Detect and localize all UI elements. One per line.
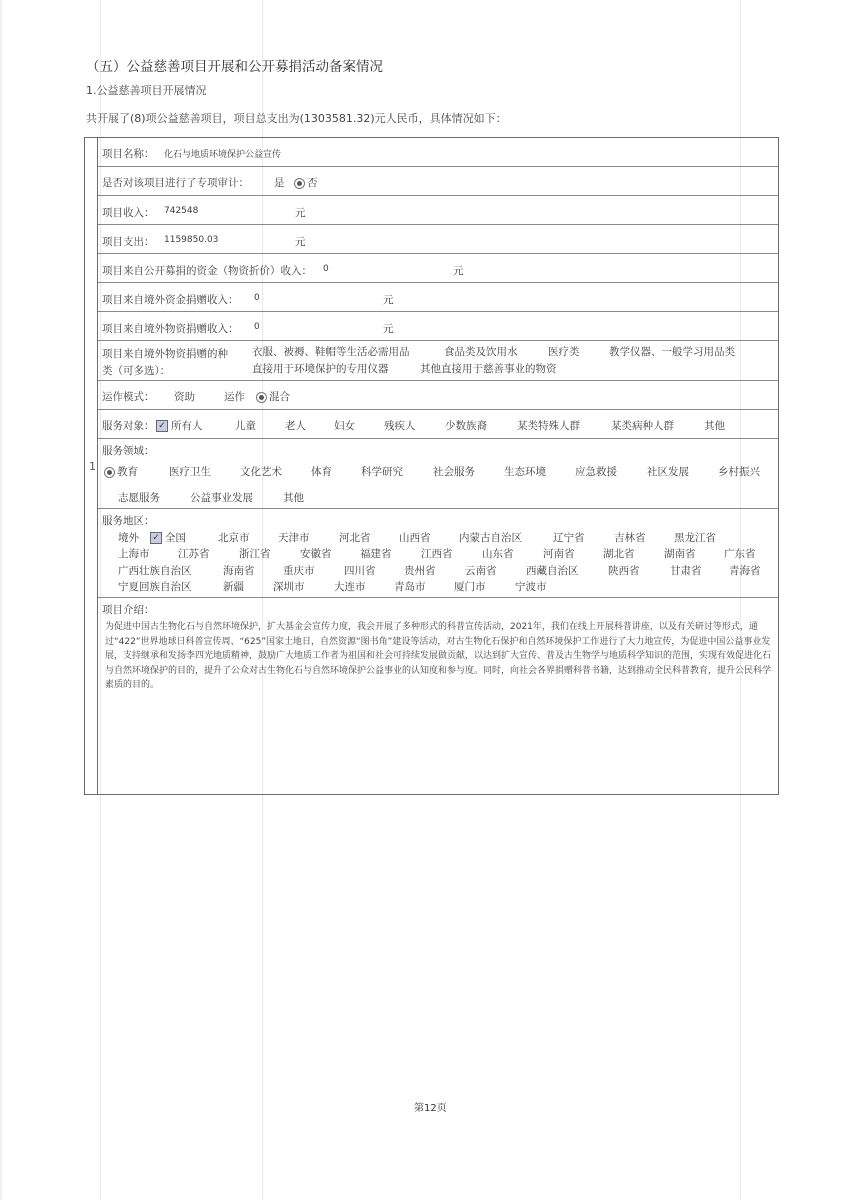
area-option[interactable]: 陕西省 bbox=[608, 565, 640, 577]
area-option[interactable]: 浙江省 bbox=[239, 548, 271, 560]
subsection-title: 1.公益慈善项目开展情况 bbox=[86, 84, 207, 97]
income-value: 742548 bbox=[164, 206, 199, 216]
goods-type-option[interactable]: 食品类及饮用水 bbox=[444, 346, 518, 358]
area-option[interactable]: 新疆 bbox=[223, 581, 244, 593]
target-option[interactable]: 某类病种人群 bbox=[611, 420, 674, 432]
foreign-fund-row bbox=[98, 283, 778, 312]
area-option[interactable]: 辽宁省 bbox=[553, 532, 585, 544]
target-option[interactable]: 妇女 bbox=[334, 420, 355, 432]
field-option[interactable]: 生态环境 bbox=[504, 466, 546, 478]
field-row bbox=[98, 439, 778, 509]
foreign-goods-label: 项目来自境外物资捐赠收入： bbox=[102, 323, 239, 335]
area-option[interactable]: 山东省 bbox=[482, 548, 514, 560]
area-option[interactable]: 宁夏回族自治区 bbox=[118, 581, 192, 593]
area-option[interactable]: 河北省 bbox=[339, 532, 371, 544]
target-option[interactable]: 少数族裔 bbox=[445, 420, 487, 432]
area-option[interactable]: 湖南省 bbox=[664, 548, 696, 560]
checkbox-checked-icon: ✓ bbox=[150, 532, 162, 544]
expense-value: 1159850.03 bbox=[164, 235, 219, 245]
mode-label: 运作模式： bbox=[102, 391, 155, 403]
intro-text: 共开展了(8)项公益慈善项目，项目总支出为(1303581.32)元人民币，具体情况如下： bbox=[86, 112, 507, 125]
field-option[interactable]: 医疗卫生 bbox=[169, 466, 211, 478]
area-option[interactable]: 安徽省 bbox=[300, 548, 332, 560]
field-option[interactable]: 社区发展 bbox=[647, 466, 689, 478]
income-unit: 元 bbox=[295, 207, 306, 219]
goods-type-label-2: 类（可多选）： bbox=[102, 365, 171, 377]
area-option[interactable]: 内蒙古自治区 bbox=[459, 532, 522, 544]
foreign-fund-value: 0 bbox=[254, 293, 260, 303]
area-option[interactable]: 北京市 bbox=[218, 532, 250, 544]
target-label: 服务对象： bbox=[102, 420, 155, 432]
area-option[interactable]: 山西省 bbox=[399, 532, 431, 544]
area-option[interactable]: 天津市 bbox=[278, 532, 310, 544]
area-option[interactable]: 广西壮族自治区 bbox=[118, 565, 192, 577]
public-fund-value: 0 bbox=[323, 264, 329, 274]
field-option[interactable]: 乡村振兴 bbox=[718, 466, 760, 478]
target-option[interactable]: 某类特殊人群 bbox=[517, 420, 580, 432]
target-option[interactable]: 其他 bbox=[704, 420, 725, 432]
area-option[interactable]: 广东省 bbox=[724, 548, 756, 560]
public-fund-label: 项目来自公开募捐的资金（物资折价）收入： bbox=[102, 265, 312, 277]
public-fund-unit: 元 bbox=[453, 265, 464, 277]
goods-type-label-1: 项目来自境外物资捐赠的种 bbox=[102, 348, 228, 360]
row-index-column bbox=[84, 137, 97, 795]
radio-checked-icon bbox=[294, 178, 305, 189]
audit-row bbox=[98, 167, 778, 196]
radio-checked-icon bbox=[256, 392, 267, 403]
field-option[interactable]: 社会服务 bbox=[433, 466, 475, 478]
area-option[interactable]: 福建省 bbox=[360, 548, 392, 560]
goods-type-option[interactable]: 直接用于环境保护的专用仪器 bbox=[252, 363, 389, 375]
mode-option[interactable]: 资助 bbox=[174, 391, 195, 403]
page-number: 第12页 bbox=[414, 1103, 447, 1114]
goods-type-option[interactable]: 其他直接用于慈善事业的物资 bbox=[420, 363, 557, 375]
target-option[interactable]: 老人 bbox=[285, 420, 306, 432]
field-option-selected[interactable]: 教育 bbox=[104, 464, 138, 479]
project-name-value: 化石与地质环境保护公益宣传 bbox=[164, 150, 282, 160]
expense-unit: 元 bbox=[295, 236, 306, 248]
expense-label: 项目支出： bbox=[102, 236, 155, 248]
field-option[interactable]: 其他 bbox=[283, 492, 304, 504]
expense-row bbox=[98, 225, 778, 254]
area-option[interactable]: 河南省 bbox=[543, 548, 575, 560]
area-option[interactable]: 海南省 bbox=[223, 565, 255, 577]
row-number: 1 bbox=[89, 460, 96, 473]
foreign-fund-label: 项目来自境外资金捐赠收入： bbox=[102, 294, 239, 306]
area-option-selected[interactable]: ✓ 全国 bbox=[150, 530, 186, 545]
field-option[interactable]: 公益事业发展 bbox=[190, 492, 253, 504]
project-intro-label: 项目介绍： bbox=[102, 604, 155, 616]
area-option[interactable]: 青海省 bbox=[729, 565, 761, 577]
area-option[interactable]: 黑龙江省 bbox=[674, 532, 716, 544]
field-label: 服务领域： bbox=[102, 445, 155, 457]
project-name-label: 项目名称： bbox=[102, 148, 155, 160]
field-option[interactable]: 科学研究 bbox=[361, 466, 403, 478]
public-fund-row bbox=[98, 254, 778, 283]
field-option[interactable]: 应急救援 bbox=[575, 466, 617, 478]
mode-row bbox=[98, 381, 778, 410]
area-option[interactable]: 厦门市 bbox=[454, 581, 486, 593]
project-name-row bbox=[98, 138, 778, 167]
radio-checked-icon bbox=[104, 467, 115, 478]
target-option[interactable]: 残疾人 bbox=[384, 420, 416, 432]
target-option[interactable]: 儿童 bbox=[235, 420, 256, 432]
field-option[interactable]: 志愿服务 bbox=[118, 492, 160, 504]
field-option[interactable]: 体育 bbox=[311, 466, 332, 478]
area-option[interactable]: 大连市 bbox=[334, 581, 366, 593]
income-row bbox=[98, 196, 778, 225]
area-option[interactable]: 云南省 bbox=[465, 565, 497, 577]
area-option[interactable]: 上海市 bbox=[118, 548, 150, 560]
area-option[interactable]: 贵州省 bbox=[404, 565, 436, 577]
audit-yes-option[interactable]: 是 bbox=[274, 177, 285, 189]
area-option[interactable]: 深圳市 bbox=[273, 581, 305, 593]
area-option[interactable]: 甘肃省 bbox=[670, 565, 702, 577]
area-option[interactable]: 江苏省 bbox=[178, 548, 210, 560]
goods-type-option[interactable]: 教学仪器、一般学习用品类 bbox=[609, 346, 735, 358]
audit-label: 是否对该项目进行了专项审计： bbox=[102, 177, 249, 189]
foreign-goods-row bbox=[98, 312, 778, 341]
area-option[interactable]: 吉林省 bbox=[614, 532, 646, 544]
area-option[interactable]: 江西省 bbox=[421, 548, 453, 560]
area-option[interactable]: 境外 bbox=[118, 532, 139, 544]
project-description: 为促进中国古生物化石与自然环境保护，扩大基金会宣传力度，我会开展了多种形式的科普宣传活动，2021年，我们在线上开展科普讲座，以及有关研讨等形式，通过“422”世界地球日科普宣传周、“625”国家土地日，自然资源“图书角”建设等活动，对古生物化石保护和自然环境保护工作进行了大力地宣传，为促进中国公益事业发展，支持继承和发扬李四光地质精神，鼓励广大地质工作者为祖国和社会可持续发展做贡献，以达到扩大宣传、普及古生物学与地质科学知识的范围，实现有效促进化石与自然环境保护的目的，提升了公众对古生物化石与自然环境保护公益事业的认知度和参与度。同时，向社会各界捐赠科普书籍，达到推动全民科普教育，提升公民科学素质的目的。 bbox=[105, 622, 772, 690]
target-option-selected[interactable]: ✓ 所有人 bbox=[156, 418, 203, 433]
area-option[interactable]: 青岛市 bbox=[394, 581, 426, 593]
project-table bbox=[97, 137, 779, 795]
area-option[interactable]: 四川省 bbox=[344, 565, 376, 577]
field-option[interactable]: 文化艺术 bbox=[240, 466, 282, 478]
goods-type-row bbox=[98, 341, 778, 381]
foreign-fund-unit: 元 bbox=[383, 294, 394, 306]
area-option[interactable]: 西藏自治区 bbox=[526, 565, 579, 577]
goods-type-option[interactable]: 衣服、被褥、鞋帽等生活必需用品 bbox=[252, 346, 410, 358]
income-label: 项目收入： bbox=[102, 207, 155, 219]
checkbox-checked-icon: ✓ bbox=[156, 420, 168, 432]
area-option[interactable]: 重庆市 bbox=[283, 565, 315, 577]
area-option[interactable]: 湖北省 bbox=[603, 548, 635, 560]
audit-no-option[interactable]: 否 bbox=[294, 175, 318, 190]
mode-option[interactable]: 运作 bbox=[224, 391, 245, 403]
section-title: （五）公益慈善项目开展和公开募捐活动备案情况 bbox=[86, 59, 383, 75]
target-row bbox=[98, 410, 778, 439]
area-label: 服务地区： bbox=[102, 515, 155, 527]
foreign-goods-value: 0 bbox=[254, 322, 260, 332]
area-option[interactable]: 宁波市 bbox=[515, 581, 547, 593]
foreign-goods-unit: 元 bbox=[383, 323, 394, 335]
area-row bbox=[98, 509, 778, 598]
goods-type-option[interactable]: 医疗类 bbox=[548, 346, 580, 358]
mode-option-selected[interactable]: 混合 bbox=[256, 389, 290, 404]
